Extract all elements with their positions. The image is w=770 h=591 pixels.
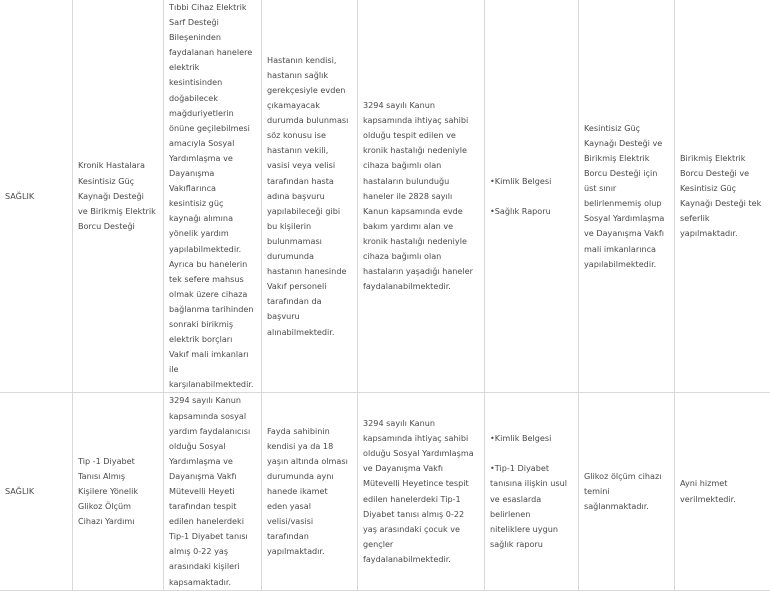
- service-name-cell: Tip -1 Diyabet Tanısı Almış Kişilere Yönelik Glikoz Ölçüm Cihazı Yardımı: [73, 393, 164, 590]
- amount-cell: Glikoz ölçüm cihazı temini sağlanmaktadır.: [579, 393, 675, 590]
- documents-cell: •Kimlik Belgesi •Tip-1 Diyabet tanısına ilişkin usul ve esaslarda belirlenen niteliklere uygun sağlık raporu: [485, 393, 579, 590]
- application-cell: Fayda sahibinin kendisi ya da 18 yaşın altında olması durumunda aynı hanede ikamet eden yasal velisi/vasisi tarafından yapılmaktadır.: [262, 393, 358, 590]
- category-cell: SAĞLIK: [0, 0, 73, 393]
- documents-cell: •Kimlik Belgesi •Sağlık Raporu: [485, 0, 579, 393]
- table-row: [0, 393, 770, 590]
- amount-cell: Kesintisiz Güç Kaynağı Desteği ve Birikmiş Elektrik Borcu Desteği için üst sınır belirlenmemiş olup Sosyal Yardımlaşma ve Dayanışma Vakfı mali imkanlarınca yapılabilmektedir.: [579, 0, 675, 393]
- description-cell: Tıbbi Cihaz Elektrik Sarf Desteği Bileşeninden faydalanan hanelere elektrik kesintisinden doğabilecek mağduriyetlerin önüne geçilebilmesi amacıyla Sosyal Yardımlaşma ve Dayanışma Vakıflarınca kesintisiz güç kaynağı alımına yönelik yardım yapılabilmektedir. Ayrıca bu hanelerin tek sefere mahsus olmak üzere cihaza bağlanma tarihinden sonraki birikmiş elektrik borçları Vakıf mali imkanları ile karşılanabilmektedir.: [164, 0, 262, 393]
- frequency-cell: Ayni hizmet verilmektedir.: [675, 393, 770, 590]
- description-cell: 3294 sayılı Kanun kapsamında sosyal yardım faydalanıcısı olduğu Sosyal Yardımlaşma ve Dayanışma Vakfı Mütevelli Heyeti tarafından tespit edilen hanelerdeki Tip-1 Diyabet tanısı almış 0-22 yaş arasındaki kişileri kapsamaktadır.: [164, 393, 262, 590]
- eligibility-cell: 3294 sayılı Kanun kapsamında ihtiyaç sahibi olduğu Sosyal Yardımlaşma ve Dayanışma Vakfı Mütevelli Heyetince tespit edilen hanelerdeki Tip-1 Diyabet tanısı almış 0-22 yaş arasındaki çocuk ve gençler faydalanabilmektedir.: [358, 393, 485, 590]
- application-cell: Hastanın kendisi, hastanın sağlık gerekçesiyle evden çıkamayacak durumda bulunması söz konusu ise hastanın vekili, vasisi veya velisi tarafından hasta adına başvuru yapılabileceği gibi bu kişilerin bulunmaması durumunda hastanın hanesinde Vakıf personeli tarafından da başvuru alınabilmektedir.: [262, 0, 358, 393]
- service-name-cell: Kronik Hastalara Kesintisiz Güç Kaynağı Desteği ve Birikmiş Elektrik Borcu Desteği: [73, 0, 164, 393]
- eligibility-cell: 3294 sayılı Kanun kapsamında ihtiyaç sahibi olduğu tespit edilen ve kronik hastalığı nedeniyle cihaza bağımlı olan hastaların bulunduğu haneler ile 2828 sayılı Kanun kapsamında evde bakım yardımı alan ve kronik hastalığı nedeniyle cihaza bağımlı olan hastaların yaşadığı haneler faydalanabilmektedir.: [358, 0, 485, 393]
- frequency-cell: Birikmiş Elektrik Borcu Desteği ve Kesintisiz Güç Kaynağı Desteği tek seferlik yapılmaktadır.: [675, 0, 770, 393]
- category-cell: SAĞLIK: [0, 393, 73, 590]
